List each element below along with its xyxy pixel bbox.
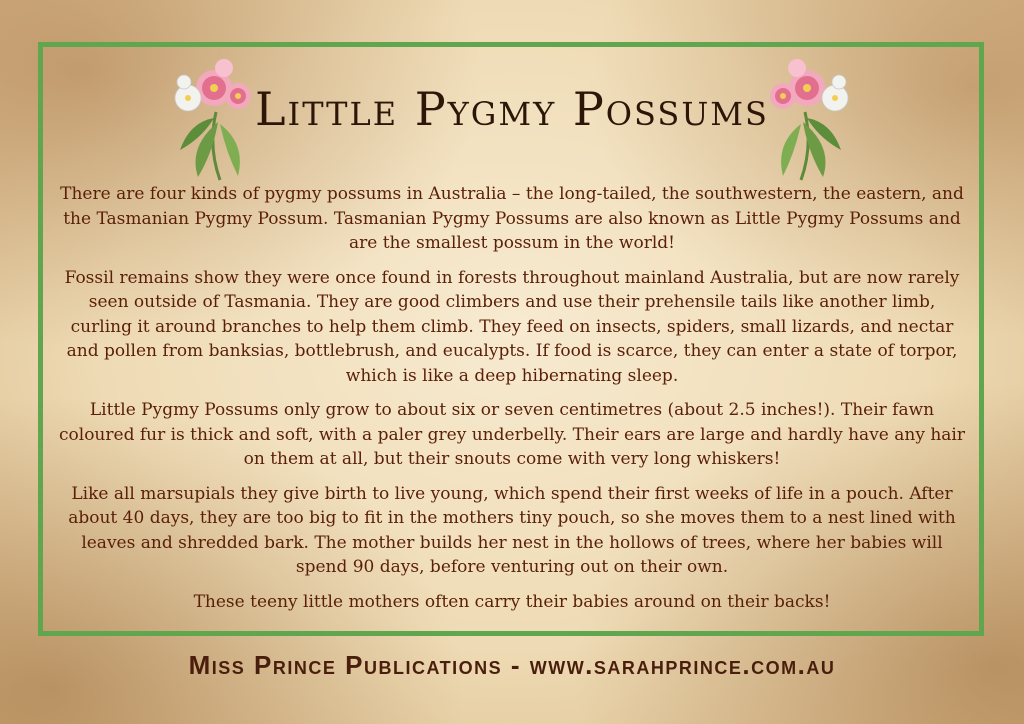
paragraph-reproduction: Like all marsupials they give birth to live young, which spend their first weeks of life in a pouch. After about 40 days, they are too big to fit in the mothers tiny pouch, so she moves them to a nest lined with leaves and shredded bark. The mother builds her nest in the hollows of trees, where her babies will spend 90 days, before venturing out on their own. [68, 483, 956, 577]
page-title: Little Pygmy Possums [255, 82, 769, 136]
publisher-footer: Miss Prince Publications - www.sarahprince.com.au [188, 650, 836, 680]
paragraph-appearance: Little Pygmy Possums only grow to about six or seven centimetres (about 2.5 inches!). Their fawn coloured fur is thick and soft, with a paler grey underbelly. Their ears are large and hardly have any hair on them at all, but their snouts come with very long whiskers! [59, 400, 965, 469]
paragraph-closing: These teeny little mothers often carry their babies around on their backs! [193, 591, 831, 612]
paragraph-habitat-diet: Fossil remains show they were once found in forests throughout mainland Australia, but are now rarely seen outside of Tasmania. They are good climbers and use their prehensile tails like another limb, curling it around branches to help them climb. They feed on insects, spiders, small lizards, and nectar and pollen from banksias, bottlebrush, and eucalypts. If food is scarce, they can enter a state of torpor, which is like a deep hibernating sleep. [64, 267, 960, 386]
article-body [58, 182, 966, 624]
paragraph-species: There are four kinds of pygmy possums in Australia – the long-tailed, the southwestern, the eastern, and the Tasmanian Pygmy Possum. Tasmanian Pygmy Possums are also known as Little Pygmy Possums and are the smallest possum in the world! [60, 184, 964, 253]
